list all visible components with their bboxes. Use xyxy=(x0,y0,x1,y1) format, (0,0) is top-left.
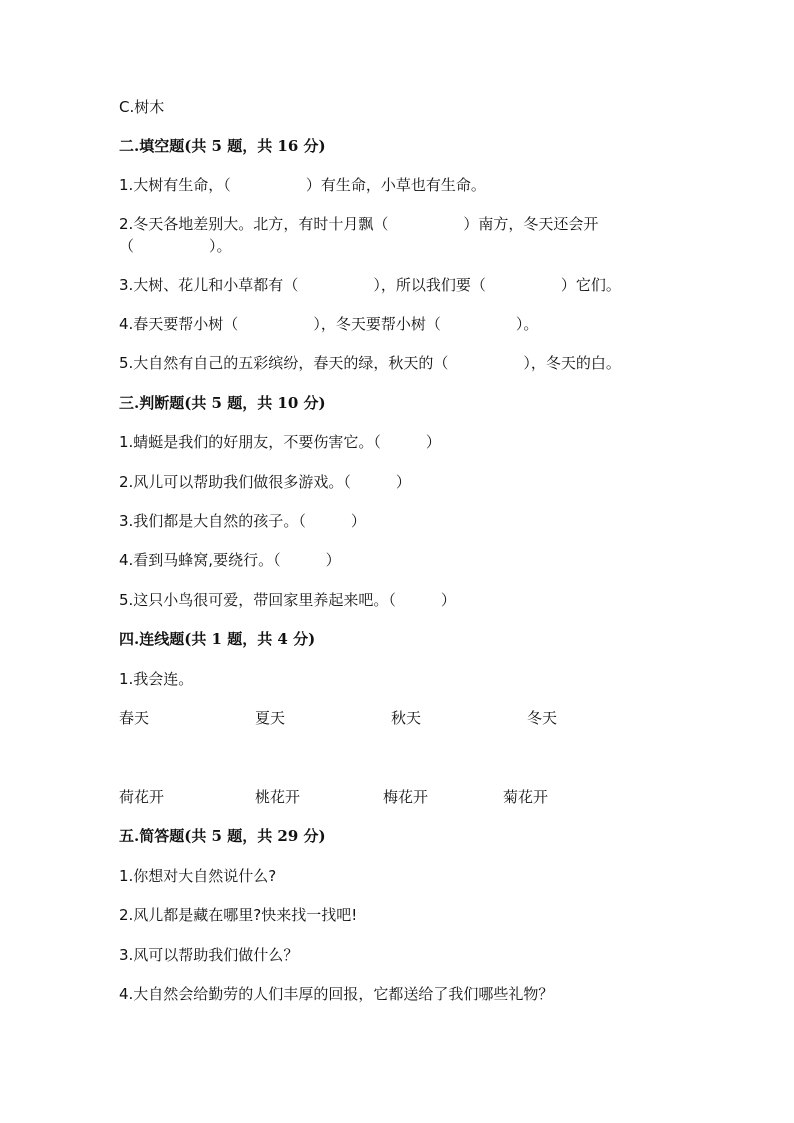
flower-chrysanthemum: 菊花开 xyxy=(503,788,549,806)
section-heading: 三.判断题(共 5 题，共 10 分) xyxy=(119,394,326,412)
question-1: 1.你想对大自然说什么? xyxy=(119,867,277,885)
question-3: 3.我们都是大自然的孩子。（ ） xyxy=(119,512,366,530)
section-heading: 二.填空题(共 5 题，共 16 分) xyxy=(119,137,326,155)
question-2: 2.风儿都是藏在哪里?快来找一找吧! xyxy=(119,906,358,924)
question-2-line-1: 2.冬天各地差别大。北方，有时十月飘（ ）南方，冬天还会开 xyxy=(119,215,599,233)
flower-plum: 梅花开 xyxy=(383,788,429,806)
question-5: 5.这只小鸟很可爱，带回家里养起来吧。（ ） xyxy=(119,591,456,609)
section-heading: 四.连线题(共 1 题，共 4 分) xyxy=(119,630,316,648)
question-1: 1.我会连。 xyxy=(119,670,194,688)
section-heading: 五.简答题(共 5 题，共 29 分) xyxy=(119,827,326,845)
question-4: 4.看到马蜂窝,要绕行。（ ） xyxy=(119,551,341,569)
question-5: 5.大自然有自己的五彩缤纷，春天的绿，秋天的（ ），冬天的白。 xyxy=(119,354,621,372)
season-spring: 春天 xyxy=(119,709,150,727)
question-4: 4.大自然会给勤劳的人们丰厚的回报，它都送给了我们哪些礼物？ xyxy=(119,985,554,1003)
question-1: 1.蜻蜓是我们的好朋友，不要伤害它。（ ） xyxy=(119,433,441,451)
question-1: 1.大树有生命，（ ）有生命，小草也有生命。 xyxy=(119,176,486,194)
option-c: C.树木 xyxy=(119,98,165,116)
season-summer: 夏天 xyxy=(255,709,286,727)
season-autumn: 秋天 xyxy=(391,709,422,727)
question-4: 4.春天要帮小树（ ），冬天要帮小树（ ）。 xyxy=(119,315,539,333)
season-winter: 冬天 xyxy=(527,709,558,727)
question-3: 3.大树、花儿和小草都有（ ），所以我们要（ ）它们。 xyxy=(119,276,621,294)
question-3: 3.风可以帮助我们做什么？ xyxy=(119,946,299,964)
flower-lotus: 荷花开 xyxy=(119,788,165,806)
flower-peach: 桃花开 xyxy=(255,788,301,806)
question-2-line-2: （ ）。 xyxy=(119,237,232,255)
question-2: 2.风儿可以帮助我们做很多游戏。（ ） xyxy=(119,473,411,491)
